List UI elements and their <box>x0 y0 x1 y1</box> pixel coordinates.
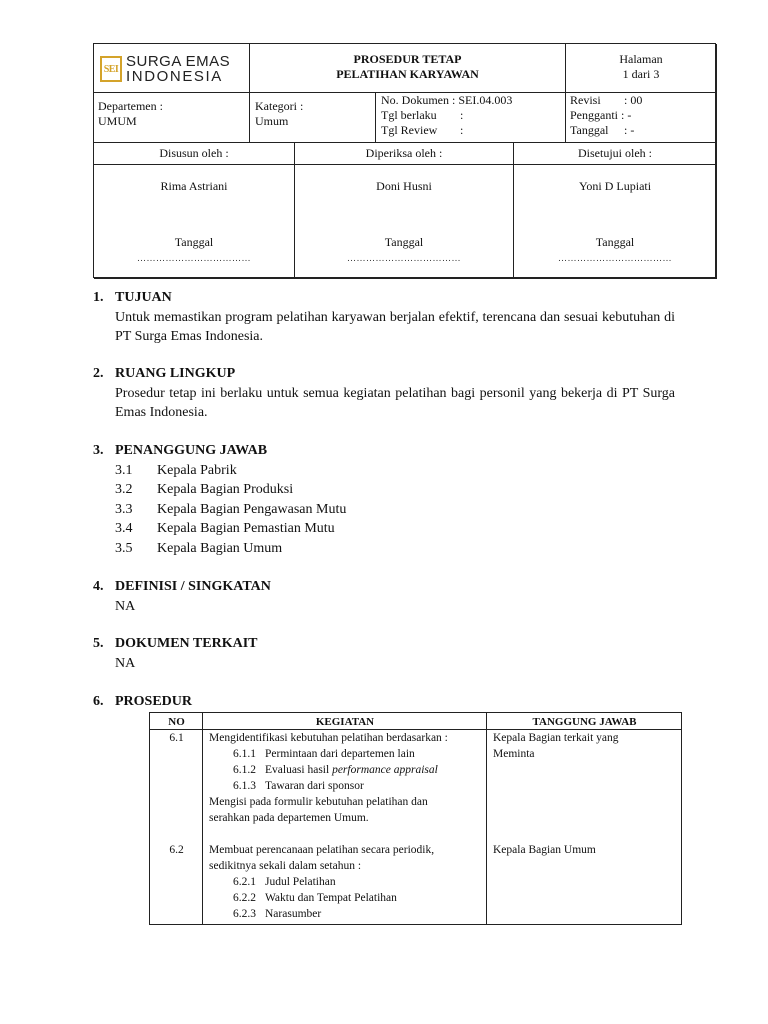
row-responsible: Kepala Bagian Umum <box>493 844 596 856</box>
list-item: 3.5 Kepala Bagian Umum <box>115 540 283 556</box>
list-item: 3.1 Kepala Pabrik <box>115 462 237 478</box>
section-heading: PROSEDUR <box>115 694 193 709</box>
procedure-table <box>149 712 682 925</box>
logo-cell <box>94 44 250 93</box>
department-cell: Departemen : UMUM <box>94 93 250 143</box>
prepared-by-label: Disusun oleh : <box>94 143 295 165</box>
list-item: 3.4 Kepala Bagian Pemastian Mutu <box>115 521 335 536</box>
row-activity: Mengidentifikasi kebutuhan pelatihan berdasarkan : 6.1.1 Permintaan dari departemen lain 6.1.2 Evaluasi hasil performance appraisal 6.1.3 Tawaran dari sponsor Mengisi pada formulir kebutuhan pelatihan dan serahkan pada departemen Umum. <box>209 732 448 824</box>
section-body: Untuk memastikan program pelatihan karyawan berjalan efektif, terencana dan sesuai kebutuhan di PT Surga Emas Indonesia. <box>115 309 675 344</box>
row-responsible: Kepala Bagian terkait yang Meminta <box>493 732 619 760</box>
approved-by-label: Disetujui oleh : <box>514 143 717 165</box>
section-body: NA <box>115 655 136 671</box>
logo-line2: INDONESIA <box>126 68 223 85</box>
company-logo <box>100 54 230 84</box>
section-prosedur: 6. PROSEDUR <box>93 692 675 712</box>
document-number: No. Dokumen : SEI.04.003 <box>381 93 513 107</box>
column-header-kegiatan: KEGIATAN <box>315 716 375 728</box>
logo-mark-icon: SEI <box>100 56 122 82</box>
signature-box-prepared: Rima Astriani Tanggal ……………………………… <box>94 165 295 279</box>
document-number-cell: No. Dokumen : SEI.04.003 Tgl berlaku : Tgl Review : <box>376 93 566 143</box>
section-tujuan: 1. TUJUAN Untuk memastikan program pelatihan karyawan berjalan efektif, terencana dan sesuai kebutuhan di PT Surga Emas Indonesia. <box>93 288 675 347</box>
table-header-row <box>150 713 681 730</box>
checked-by-label: Diperiksa oleh : <box>295 143 514 165</box>
section-ruang-lingkup: 2. RUANG LINGKUP Prosedur tetap ini berlaku untuk semua kegiatan pelatihan bagi personil yang bekerja di PT Surga Emas Indonesia. <box>93 364 675 423</box>
revision-cell: Revisi : 00 Pengganti : - Tanggal : - <box>566 93 717 143</box>
section-body: Prosedur tetap ini berlaku untuk semua kegiatan pelatihan bagi personil yang bekerja di PT Surga Emas Indonesia. <box>115 385 675 420</box>
column-header-tanggung-jawab: TANGGUNG JAWAB <box>532 716 637 728</box>
section-heading: DOKUMEN TERKAIT <box>115 636 258 651</box>
row-activity: Membuat perencanaan pelatihan secara periodik, sedikitnya sekali dalam setahun : 6.2.1 Judul Pelatihan 6.2.2 Waktu dan Tempat Pelatihan 6.2.3 Narasumber <box>209 844 435 920</box>
section-body: NA <box>115 598 136 614</box>
signature-box-checked: Doni Husni Tanggal ……………………………… <box>295 165 514 279</box>
section-heading: PENANGGUNG JAWAB <box>115 443 268 458</box>
section-heading: DEFINISI / SINGKATAN <box>115 579 271 594</box>
list-item: 3.2 Kepala Bagian Produksi <box>115 482 294 497</box>
category-cell: Kategori : Umum <box>250 93 376 143</box>
section-definisi: 4. DEFINISI / SINGKATAN NA <box>93 577 675 616</box>
tgl-review-label: Tgl Review <box>381 123 438 137</box>
pengganti: Pengganti : - <box>570 108 632 122</box>
page-info: Halaman 1 dari 3 <box>566 44 717 93</box>
row-number: 6.1 <box>169 732 184 744</box>
document-header-table <box>93 43 716 278</box>
signature-box-approved: Yoni D Lupiati Tanggal ……………………………… <box>514 165 717 279</box>
approved-by-name: Yoni D Lupiati <box>578 179 652 193</box>
revision-value: : 00 <box>624 93 643 107</box>
document-title: PROSEDUR TETAP PELATIHAN KARYAWAN <box>250 44 566 93</box>
section-penanggung-jawab: 3. PENANGGUNG JAWAB 3.1 Kepala Pabrik 3.2 Kepala Bagian Produksi 3.3 Kepala Bagian Pengawasan Mutu 3.4 Kepala Bagian Pemastian Mutu 3.5 Kepala Bagian Umum <box>93 441 675 558</box>
prepared-by-name: Rima Astriani <box>160 179 228 193</box>
tgl-berlaku-label: Tgl berlaku <box>381 108 437 122</box>
section-heading: TUJUAN <box>115 290 172 305</box>
section-dokumen-terkait: 5. DOKUMEN TERKAIT NA <box>93 634 675 673</box>
checked-by-name: Doni Husni <box>376 179 432 193</box>
row-number: 6.2 <box>169 844 184 856</box>
section-heading: RUANG LINGKUP <box>115 366 236 381</box>
column-header-no: NO <box>168 716 185 728</box>
logo-line1: SURGA EMAS <box>126 53 231 70</box>
list-item: 3.3 Kepala Bagian Pengawasan Mutu <box>115 501 347 517</box>
